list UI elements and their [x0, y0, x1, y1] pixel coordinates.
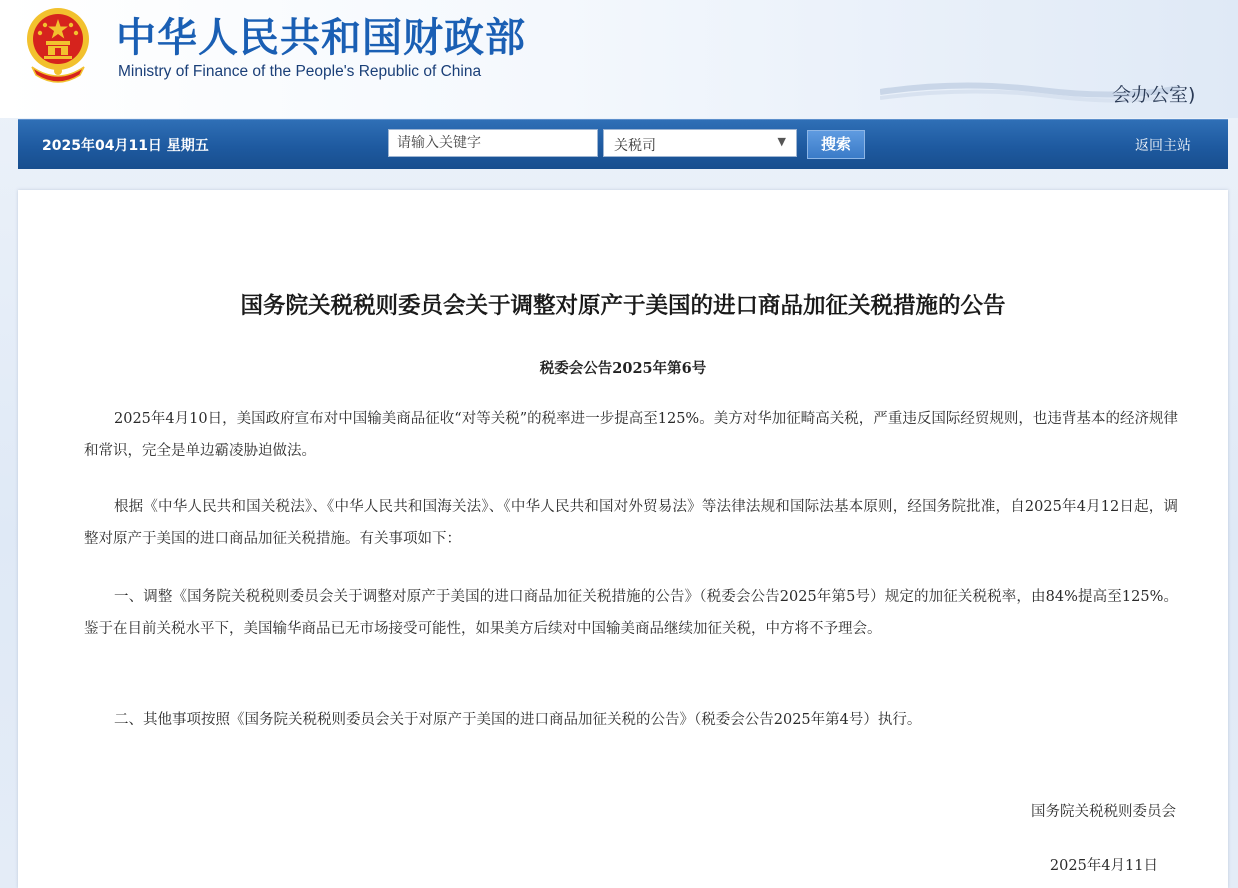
chevron-down-icon: ▼ [777, 135, 786, 148]
document-number: 税委会公告2025年第6号 [539, 360, 707, 377]
article-paragraph-3: 一、调整《国务院关税税则委员会关于调整对原产于美国的进口商品加征关税措施的公告》（税委会公告2025年第5号）规定的加征关税税率，由84%提高至125%。鉴于在目前关税水平下，美国输华商品已无市场接受可能性，如果美方后续对中国输美商品继续加征关税，中方将不予理会。 [84, 589, 1178, 637]
site-header [0, 0, 1238, 118]
issuer-signature: 国务院关税税则委员会 [1031, 804, 1176, 820]
national-emblem-icon[interactable] [22, 5, 94, 83]
site-subtitle: Ministry of Finance of the People's Republic of China [118, 63, 482, 80]
department-select-value: 关税司 [614, 138, 656, 154]
return-home-link[interactable]: 返回主站 [1135, 138, 1191, 154]
article-title: 国务院关税税则委员会关于调整对原产于美国的进口商品加征关税措施的公告 [240, 293, 1006, 319]
article-container [18, 190, 1228, 888]
office-text: 会办公室) [1112, 84, 1196, 106]
article-paragraph-1: 2025年4月10日，美国政府宣布对中国输美商品征收“对等关税”的税率进一步提高至125%。美方对华加征畸高关税，严重违反国际经贸规则，也违背基本的经济规律和常识，完全是单边霸凌胁迫做法。 [84, 411, 1178, 459]
article-paragraph-2: 根据《中华人民共和国关税法》、《中华人民共和国海关法》、《中华人民共和国对外贸易法》等法律法规和国际法基本原则，经国务院批准，自2025年4月12日起，调整对原产于美国的进口商品加征关税措施。有关事项如下： [84, 499, 1178, 547]
search-button[interactable]: 搜索 [807, 130, 865, 159]
issue-date: 2025年4月11日 [1049, 858, 1158, 874]
search-input[interactable] [388, 129, 598, 157]
article-paragraph-4: 二、其他事项按照《国务院关税税则委员会关于对原产于美国的进口商品加征关税的公告》（税委会公告2025年第4号）执行。 [114, 712, 922, 728]
site-title[interactable]: 中华人民共和国财政部 [116, 14, 526, 61]
department-select[interactable] [603, 129, 797, 157]
current-date: 2025年04月11日 星期五 [42, 138, 209, 154]
navigation-bar [18, 119, 1228, 169]
